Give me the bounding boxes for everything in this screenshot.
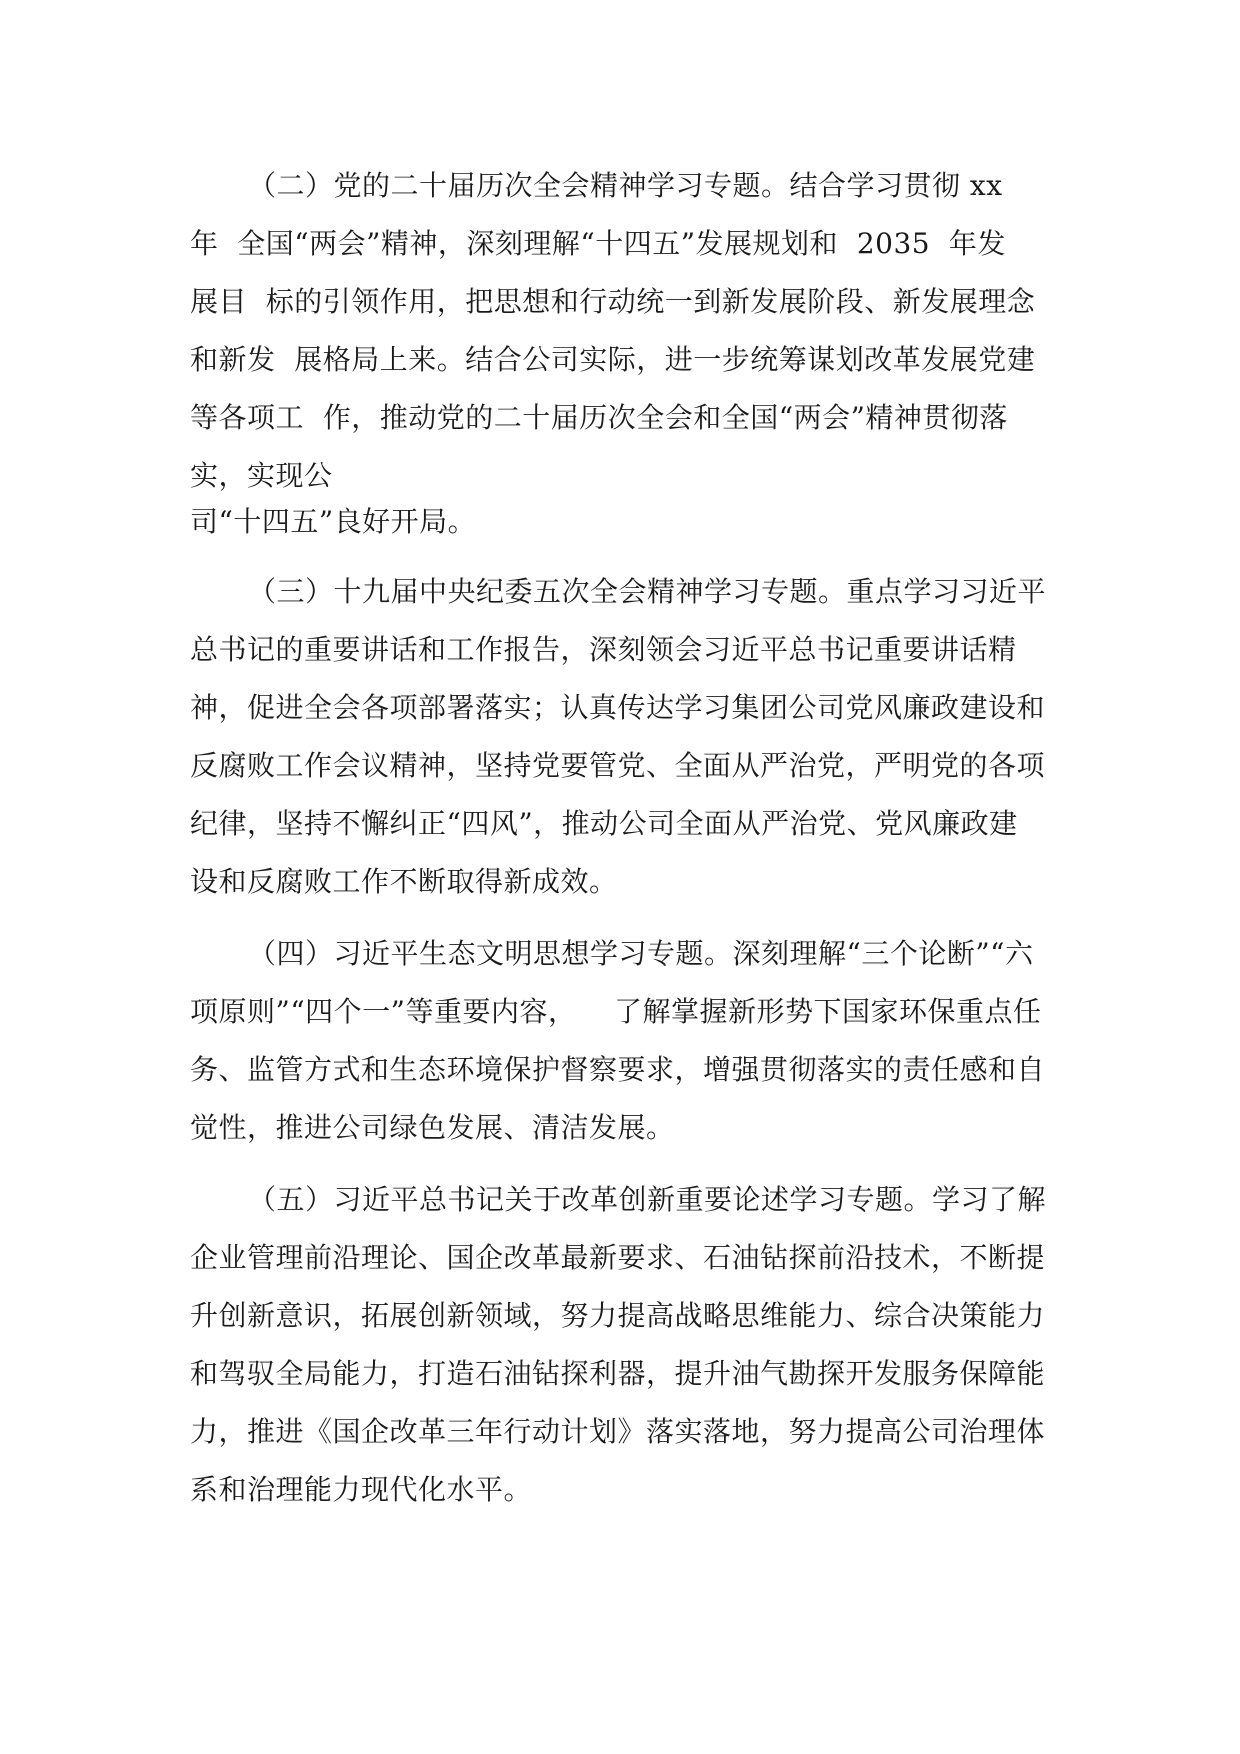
section-4-line-2: 项原则”“四个一”等重要内容， 了解掌握新形势下国家环保重点任 xyxy=(190,995,1042,1028)
section-3-line-5: 纪律，坚持不懈纠正“四风”，推动公司全面从严治党、党风廉政建 xyxy=(190,807,1018,840)
section-3-line-6: 设和反腐败工作不断取得新成效。 xyxy=(190,865,618,898)
section-2-line-7: 司“十四五”良好开局。 xyxy=(190,505,477,538)
section-5-line-5: 力，推进《国企改革三年行动计划》落实落地，努力提高公司治理体 xyxy=(190,1415,1046,1448)
section-5-line-3: 升创新意识，拓展创新领域，努力提高战略思维能力、综合决策能力 xyxy=(190,1299,1046,1332)
section-2-line-2: 年 全国“两会”精神，深刻理解“十四五”发展规划和 2035 年发 xyxy=(190,227,1006,260)
section-4-line-4: 觉性，推进公司绿色发展、清洁发展。 xyxy=(190,1111,675,1144)
section-2-line-5: 等各项工 作，推动党的二十届历次全会和全国“两会”精神贯彻落 xyxy=(190,401,1008,434)
section-5-line-1: （五）习近平总书记关于改革创新重要论述学习专题。学习了解 xyxy=(248,1183,1047,1216)
section-3-line-2: 总书记的重要讲话和工作报告，深刻领会习近平总书记重要讲话精 xyxy=(190,633,1017,666)
section-3-line-1: （三）十九届中央纪委五次全会精神学习专题。重点学习习近平 xyxy=(248,575,1047,608)
section-2-line-3: 展目 标的引领作用，把思想和行动统一到新发展阶段、新发展理念 xyxy=(190,285,1036,318)
section-3-line-4: 反腐败工作会议精神，坚持党要管党、全面从严治党，严明党的各项 xyxy=(190,749,1046,782)
section-2-line-4: 和新发 展格局上来。结合公司实际，进一步统筹谋划改革发展党建 xyxy=(190,343,1036,376)
section-4-line-3: 务、监管方式和生态环境保护督察要求，增强贯彻落实的责任感和自 xyxy=(190,1053,1046,1086)
section-2-line-6: 实，实现公 xyxy=(190,459,333,492)
section-3-line-3: 神，促进全会各项部署落实；认真传达学习集团公司党风廉政建设和 xyxy=(190,691,1046,724)
section-5-line-6: 系和治理能力现代化水平。 xyxy=(190,1473,533,1506)
section-4-line-1: （四）习近平生态文明思想学习专题。深刻理解“三个论断”“六 xyxy=(248,937,1034,970)
section-5-line-2: 企业管理前沿理论、国企改革最新要求、石油钻探前沿技术，不断提 xyxy=(190,1241,1046,1274)
section-5-line-4: 和驾驭全局能力，打造石油钻探利器，提升油气勘探开发服务保障能 xyxy=(190,1357,1046,1390)
section-2-line-1: （二）党的二十届历次全会精神学习专题。结合学习贯彻 xx xyxy=(248,169,1003,202)
